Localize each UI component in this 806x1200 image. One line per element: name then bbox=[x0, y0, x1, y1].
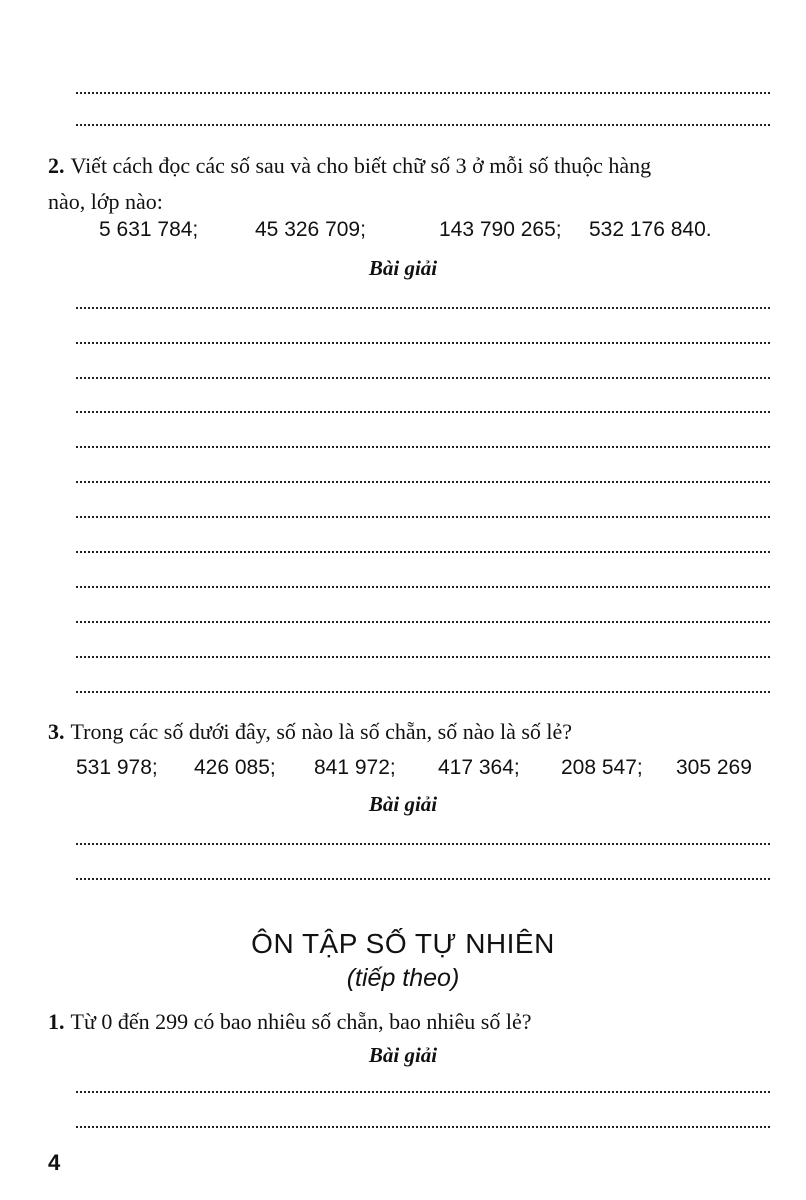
solution-label: Bài giải bbox=[368, 792, 438, 816]
number-item: 532 176 840. bbox=[589, 218, 712, 241]
answer-line bbox=[76, 342, 770, 344]
question-2 bbox=[48, 148, 778, 220]
answer-line bbox=[76, 92, 770, 94]
answer-line bbox=[76, 411, 770, 413]
page-number: 4 bbox=[48, 1150, 61, 1175]
answer-line bbox=[76, 621, 770, 623]
question-2-line-1 bbox=[48, 148, 778, 184]
question-3 bbox=[48, 714, 778, 750]
number-item: 841 972; bbox=[314, 756, 396, 779]
question-text: Từ 0 đến 299 có bao nhiêu số chẵn, bao nhiêu số lẻ? bbox=[70, 1009, 532, 1034]
answer-line bbox=[76, 377, 770, 379]
solution-label: Bài giải bbox=[368, 1043, 438, 1067]
section-title: ÔN TẬP SỐ TỰ NHIÊN bbox=[251, 928, 555, 959]
solution-label: Bài giải bbox=[368, 256, 438, 280]
question-text: Trong các số dưới đây, số nào là số chẵn, số nào là số lẻ? bbox=[70, 719, 573, 744]
answer-line bbox=[76, 446, 770, 448]
number-list bbox=[0, 218, 806, 248]
question-2-line-2: nào, lớp nào: bbox=[48, 189, 163, 214]
answer-line bbox=[76, 1091, 770, 1093]
answer-line bbox=[76, 124, 770, 126]
section-question-1 bbox=[48, 1004, 778, 1040]
answer-line bbox=[76, 481, 770, 483]
number-item: 426 085; bbox=[194, 756, 276, 779]
number-item: 143 790 265; bbox=[439, 218, 562, 241]
number-item: 305 269 bbox=[676, 756, 752, 779]
number-item: 208 547; bbox=[561, 756, 643, 779]
number-item: 5 631 784; bbox=[99, 218, 199, 241]
section-subtitle: (tiếp theo) bbox=[346, 964, 460, 992]
answer-line bbox=[76, 656, 770, 658]
answer-line bbox=[76, 1126, 770, 1128]
answer-line bbox=[76, 586, 770, 588]
question-number: 1. bbox=[48, 1009, 65, 1034]
question-number: 2. bbox=[48, 153, 65, 178]
answer-line bbox=[76, 551, 770, 553]
answer-line bbox=[76, 307, 770, 309]
number-item: 531 978; bbox=[76, 756, 158, 779]
answer-line bbox=[76, 878, 770, 880]
number-item: 417 364; bbox=[438, 756, 520, 779]
number-item: 45 326 709; bbox=[255, 218, 366, 241]
number-list bbox=[0, 756, 806, 786]
question-number: 3. bbox=[48, 719, 65, 744]
answer-line bbox=[76, 691, 770, 693]
answer-line bbox=[76, 843, 770, 845]
question-text: Viết cách đọc các số sau và cho biết chữ số 3 ở mỗi số thuộc hàng bbox=[70, 153, 652, 178]
answer-line bbox=[76, 516, 770, 518]
